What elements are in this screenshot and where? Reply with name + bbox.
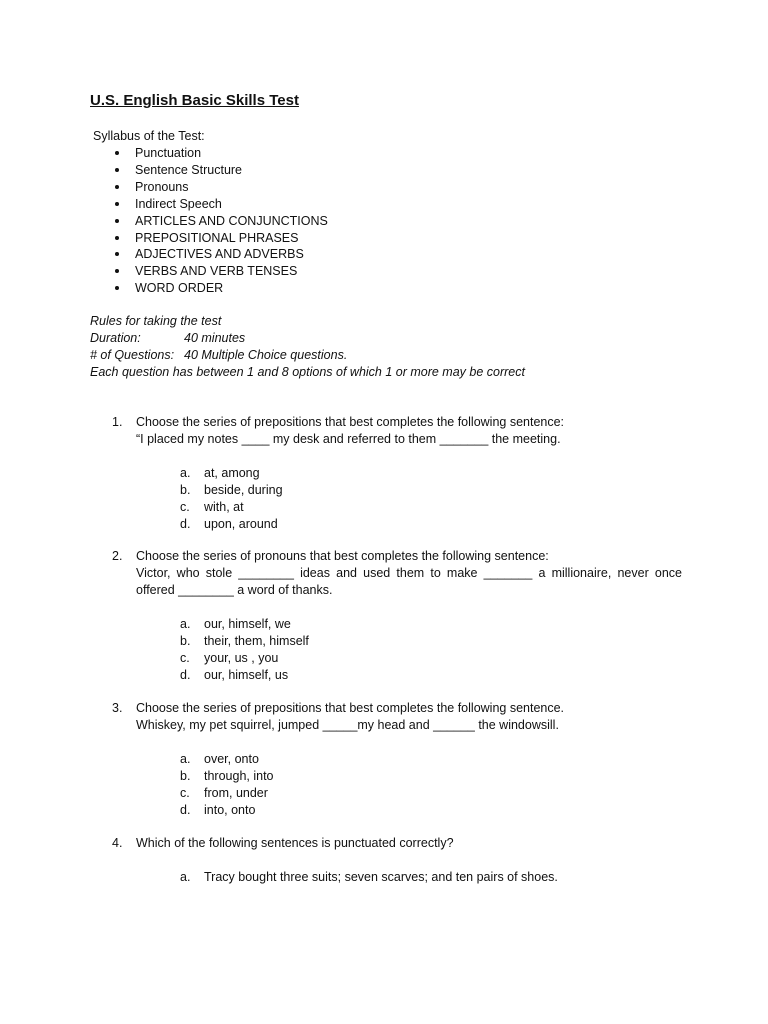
option-a: [180, 751, 682, 768]
option-c: [180, 499, 682, 516]
option-a: [180, 616, 682, 633]
syllabus-list: [112, 145, 328, 297]
option-letter: b.: [180, 769, 191, 783]
option-text: over, onto: [204, 752, 259, 766]
question-count-row: [90, 347, 525, 364]
option-c: [180, 650, 682, 667]
question-1: [112, 414, 682, 533]
syllabus-item: Pronouns: [112, 179, 328, 196]
question-3: [112, 700, 682, 819]
option-b: [180, 768, 682, 785]
syllabus-item: ADJECTIVES AND ADVERBS: [112, 246, 328, 263]
question-number: 2.: [112, 549, 123, 563]
option-letter: a.: [180, 617, 191, 631]
option-d: [180, 667, 682, 684]
option-letter: b.: [180, 483, 191, 497]
option-text: at, among: [204, 466, 260, 480]
question-number: 4.: [112, 836, 123, 850]
option-text: through, into: [204, 769, 274, 783]
option-text: your, us , you: [204, 651, 279, 665]
question-count-value: 40 Multiple Choice questions.: [184, 348, 348, 362]
option-letter: a.: [180, 752, 191, 766]
option-letter: c.: [180, 651, 190, 665]
option-text: upon, around: [204, 517, 278, 531]
option-text: our, himself, we: [204, 617, 291, 631]
syllabus-item: ARTICLES AND CONJUNCTIONS: [112, 213, 328, 230]
question-stem: Choose the series of prepositions that best completes the following sentence.: [136, 701, 565, 715]
syllabus-item: VERBS AND VERB TENSES: [112, 263, 328, 280]
duration-label: Duration:: [90, 331, 141, 345]
option-a: [180, 869, 682, 886]
options-list: [180, 465, 682, 533]
question-sentence: Whiskey, my pet squirrel, jumped _____my head and ______ the windowsill.: [136, 718, 559, 732]
question-number: 3.: [112, 701, 123, 715]
duration-value: 40 minutes: [184, 331, 246, 345]
syllabus-item: Indirect Speech: [112, 196, 328, 213]
option-text: our, himself, us: [204, 668, 289, 682]
option-b: [180, 482, 682, 499]
duration-row: [90, 330, 525, 347]
rules-note: Each question has between 1 and 8 options of which 1 or more may be correct: [90, 365, 525, 379]
question-number: 1.: [112, 415, 123, 429]
option-text: beside, during: [204, 483, 283, 497]
options-list: [180, 751, 682, 819]
question-stem: Which of the following sentences is punctuated correctly?: [136, 836, 454, 850]
syllabus-item: Punctuation: [112, 145, 328, 162]
syllabus-item: Sentence Structure: [112, 162, 328, 179]
question-4: [112, 835, 682, 886]
rules-heading: Rules for taking the test: [90, 314, 222, 328]
option-d: [180, 516, 682, 533]
option-letter: b.: [180, 634, 191, 648]
document-title: U.S. English Basic Skills Test: [90, 92, 299, 109]
syllabus-item: PREPOSITIONAL PHRASES: [112, 230, 328, 247]
option-letter: c.: [180, 786, 190, 800]
option-b: [180, 633, 682, 650]
question-sentence: “I placed my notes ____ my desk and referred to them _______ the meeting.: [136, 432, 561, 446]
option-letter: d.: [180, 803, 191, 817]
option-letter: d.: [180, 517, 191, 531]
option-d: [180, 802, 682, 819]
question-stem: Choose the series of prepositions that best completes the following sentence:: [136, 415, 565, 429]
options-list: [180, 616, 682, 684]
question-count-label: # of Questions:: [90, 348, 175, 362]
option-text: Tracy bought three suits; seven scarves; and ten pairs of shoes.: [204, 870, 558, 884]
question-stem: Choose the series of pronouns that best completes the following sentence:: [136, 549, 549, 563]
question-2: [112, 548, 682, 684]
question-sentence: Victor, who stole ________ ideas and used them to make _______ a millionaire, never once offered ________ a word of thanks.: [136, 566, 682, 597]
option-letter: c.: [180, 500, 190, 514]
option-letter: a.: [180, 870, 191, 884]
option-text: their, them, himself: [204, 634, 309, 648]
options-list: [180, 869, 682, 886]
syllabus-heading: Syllabus of the Test:: [93, 129, 205, 143]
option-a: [180, 465, 682, 482]
option-letter: a.: [180, 466, 191, 480]
option-c: [180, 785, 682, 802]
option-text: from, under: [204, 786, 268, 800]
option-letter: d.: [180, 668, 191, 682]
rules-section: [90, 313, 525, 381]
syllabus-item: WORD ORDER: [112, 280, 328, 297]
option-text: into, onto: [204, 803, 256, 817]
option-text: with, at: [204, 500, 244, 514]
